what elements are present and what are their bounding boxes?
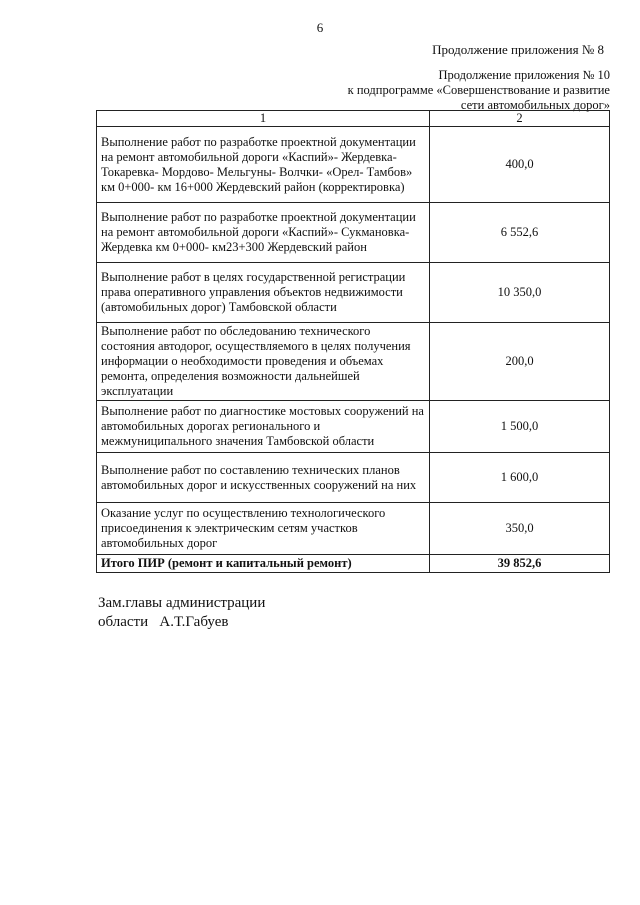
row-description: Оказание услуг по осуществлению технологического присоединения к электрическим сетям участков автомобильных дорог xyxy=(97,503,430,555)
table-row xyxy=(97,503,610,555)
row-value: 6 552,6 xyxy=(430,203,610,263)
row-value: 10 350,0 xyxy=(430,263,610,323)
table-row xyxy=(97,453,610,503)
signature-title: Зам.главы администрации xyxy=(98,595,266,611)
continuation-line-2: к подпрограмме «Совершенствование и развитие xyxy=(347,83,610,97)
continuation-line-1: Продолжение приложения № 10 xyxy=(438,68,610,82)
column-header-1: 1 xyxy=(97,111,430,127)
row-description: Выполнение работ по обследованию технического состояния автодорог, осуществляемого в целях получения информации о необходимости проведения и объемах ремонта, определения возможности дальнейшей эксплуатации xyxy=(97,323,430,401)
table-row xyxy=(97,401,610,453)
continuation-note-top: Продолжение приложения № 8 xyxy=(432,42,604,57)
row-description: Выполнение работ по разработке проектной документации на ремонт автомобильной дороги «Каспий»- Сукмановка- Жердевка км 0+000- км23+300 Жердевский район xyxy=(97,203,430,263)
column-header-2: 2 xyxy=(430,111,610,127)
row-description: Выполнение работ по диагностике мостовых сооружений на автомобильных дорогах регионального и межмуниципального значения Тамбовской области xyxy=(97,401,430,453)
total-value: 39 852,6 xyxy=(430,555,610,573)
continuation-line-3: сети автомобильных дорог» xyxy=(460,98,610,112)
row-value: 200,0 xyxy=(430,323,610,401)
page-number: 6 xyxy=(316,20,324,35)
row-description: Выполнение работ по разработке проектной документации на ремонт автомобильной дороги «Каспий»- Жердевка- Токаревка- Мордово- Мельгуны- Волчки- «Орел- Тамбов» км 0+000- км 16+000 Жердевский район (корректировка) xyxy=(97,127,430,203)
row-value: 400,0 xyxy=(430,127,610,203)
signature-block xyxy=(98,594,265,632)
signature-name: области А.Т.Габуев xyxy=(98,614,229,630)
table-total-row xyxy=(97,555,610,573)
continuation-block xyxy=(348,68,610,113)
table-row xyxy=(97,323,610,401)
row-value: 1 500,0 xyxy=(430,401,610,453)
table-row xyxy=(97,203,610,263)
table-row xyxy=(97,263,610,323)
row-value: 350,0 xyxy=(430,503,610,555)
row-description: Выполнение работ по составлению технических планов автомобильных дорог и искусственных сооружений на них xyxy=(97,453,430,503)
total-description: Итого ПИР (ремонт и капитальный ремонт) xyxy=(97,555,430,573)
row-value: 1 600,0 xyxy=(430,453,610,503)
expenses-table xyxy=(96,110,610,573)
table-row xyxy=(97,127,610,203)
row-description: Выполнение работ в целях государственной регистрации права оперативного управления объектов недвижимости (автомобильных дорог) Тамбовской области xyxy=(97,263,430,323)
table-header-row xyxy=(97,111,610,127)
